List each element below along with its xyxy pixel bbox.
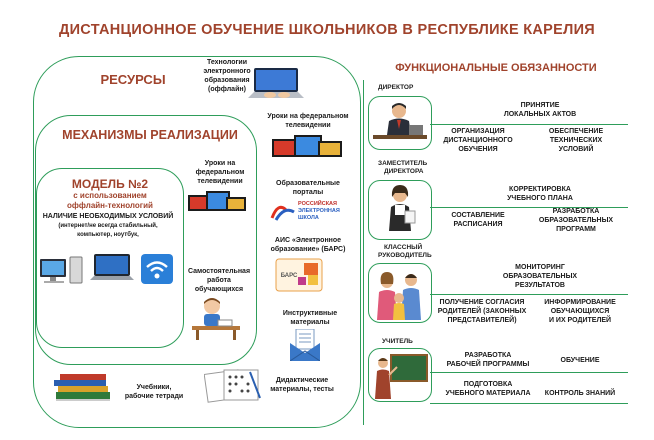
dir-task-2b: ДИСТАНЦИОННОГО xyxy=(443,137,513,144)
deputy-label-2: ДИРЕКТОРА xyxy=(384,168,424,175)
cls-task-2b: РОДИТЕЛЕЙ (ЗАКОННЫХ xyxy=(437,308,527,315)
dep-task-3a: РАЗРАБОТКА xyxy=(552,208,600,215)
tech-offline-label-1: Технологии xyxy=(206,59,248,66)
self-work-label-3: обучающихся xyxy=(194,286,244,293)
family-icon xyxy=(369,264,431,322)
tv-small-icon xyxy=(188,191,246,221)
deputy-portrait xyxy=(368,180,432,240)
tv-fed-label-1: Уроки на федеральном xyxy=(267,113,349,120)
class-teacher-label-2: РУКОВОДИТЕЛЬ xyxy=(378,252,432,259)
student-desk-icon xyxy=(190,296,242,340)
teacher-line-2 xyxy=(430,403,628,404)
tech-offline-label-4: (оффлайн) xyxy=(208,86,246,93)
resources-heading: РЕСУРСЫ xyxy=(100,72,166,87)
model-sub1: с использованием xyxy=(73,191,147,200)
tch-task-1b: РАБОЧЕЙ ПРОГРАММЫ xyxy=(446,361,530,368)
tch-task-3a: ПОДГОТОВКА xyxy=(463,381,513,388)
model-condition-2: (интернет/не всегда стабильный, xyxy=(58,223,158,229)
dir-task-1b: ЛОКАЛЬНЫХ АКТОВ xyxy=(503,111,577,118)
tv-fed-mech-label-1: Уроки на xyxy=(204,160,236,167)
teacher-line-1 xyxy=(430,372,628,373)
cls-task-1b: ОБРАЗОВАТЕЛЬНЫХ xyxy=(502,273,578,280)
cls-task-1a: МОНИТОРИНГ xyxy=(515,264,565,271)
bars-logo-text: БАРС xyxy=(280,273,298,279)
ais-label-1: АИС «Электронное xyxy=(274,237,342,244)
self-work-label-1: Самостоятельная xyxy=(187,268,251,275)
duties-heading: ФУНКЦИОНАЛЬНЫЕ ОБЯЗАННОСТИ xyxy=(395,62,597,74)
cls-task-2c: ПРЕДСТАВИТЕЛЕЙ) xyxy=(447,317,517,324)
dir-task-3b: ТЕХНИЧЕСКИХ xyxy=(549,137,603,144)
model-sub2: оффлайн-технологий xyxy=(67,201,153,210)
dep-task-3b: ОБРАЗОВАТЕЛЬНЫХ xyxy=(538,217,614,224)
ros-school-label-2: ЭЛЕКТРОННАЯ xyxy=(298,208,340,214)
deputy-label-1: ЗАМЕСТИТЕЛЬ xyxy=(378,160,428,167)
test-sheets-icon xyxy=(204,368,262,404)
laptop-hands-icon xyxy=(248,66,306,102)
model-title: МОДЕЛЬ №2 xyxy=(71,177,149,191)
teacher-label: УЧИТЕЛЬ xyxy=(382,338,413,345)
director-line xyxy=(430,124,628,125)
tch-task-4: КОНТРОЛЬ ЗНАНИЙ xyxy=(544,390,616,397)
class-teacher-label-1: КЛАССНЫЙ xyxy=(384,244,423,251)
portals-label-2: порталы xyxy=(292,189,324,196)
wifi-icon xyxy=(141,254,173,284)
portals-label-1: Образовательные xyxy=(276,180,340,187)
didactic-label-2: материалы, тесты xyxy=(270,386,334,393)
dep-task-1b: УЧЕБНОГО ПЛАНА xyxy=(507,195,573,202)
cls-task-2a: ПОЛУЧЕНИЕ СОГЛАСИЯ xyxy=(439,299,525,306)
cls-task-1c: РЕЗУЛЬТАТОВ xyxy=(515,282,565,289)
director-label: ДИРЕКТОР xyxy=(378,84,414,91)
mechanisms-heading: МЕХАНИЗМЫ РЕАЛИЗАЦИИ xyxy=(62,128,238,142)
dep-task-1a: КОРРЕКТИРОВКА xyxy=(509,186,571,193)
model-condition-3: компьютер, ноутбук, xyxy=(77,232,139,238)
teacher-portrait xyxy=(368,348,432,402)
dep-task-3c: ПРОГРАММ xyxy=(556,226,596,233)
cls-task-3b: ОБУЧАЮЩИХСЯ xyxy=(550,308,610,315)
didactic-label-1: Дидактические xyxy=(275,377,329,384)
tech-offline-label-2: электронного xyxy=(203,68,251,75)
teacher-board-icon xyxy=(369,349,431,401)
tch-task-3b: УЧЕБНОГО МАТЕРИАЛА xyxy=(445,390,531,397)
duties-spine xyxy=(363,80,364,425)
tv-fed-label-2: телевидении xyxy=(285,122,331,129)
cls-task-3a: ИНФОРМИРОВАНИЕ xyxy=(544,299,616,306)
ais-label-2: образование» (БАРС) xyxy=(270,246,346,253)
books-icon xyxy=(52,370,114,402)
class-teacher-portrait xyxy=(368,263,432,323)
dir-task-3a: ОБЕСПЕЧЕНИЕ xyxy=(548,128,604,135)
res-logo-icon xyxy=(268,200,298,224)
books-label-2: рабочие тетради xyxy=(124,393,184,400)
dir-task-2a: ОРГАНИЗАЦИЯ xyxy=(451,128,505,135)
ros-school-label-3: ШКОЛА xyxy=(298,215,319,221)
self-work-label-2: работа xyxy=(207,277,231,284)
director-portrait xyxy=(368,96,432,150)
instr-label-2: материалы xyxy=(290,319,330,326)
tv-fed-mech-label-3: телевидении xyxy=(197,178,243,185)
computer-icon xyxy=(38,253,86,287)
tv-screens-icon xyxy=(272,133,342,165)
cls-task-3c: И ИХ РОДИТЕЛЕЙ xyxy=(548,317,612,324)
tch-task-2: ОБУЧЕНИЕ xyxy=(560,357,600,364)
laptop-icon xyxy=(90,252,136,286)
director-icon xyxy=(369,97,431,149)
mail-document-icon xyxy=(290,329,320,361)
tch-task-1a: РАЗРАБОТКА xyxy=(464,352,512,359)
dep-task-2a: СОСТАВЛЕНИЕ xyxy=(451,212,505,219)
books-label-1: Учебники, xyxy=(136,384,172,391)
tech-offline-label-3: образования xyxy=(204,77,250,84)
deputy-icon xyxy=(369,181,431,239)
tv-fed-mech-label-2: федеральном xyxy=(195,169,245,176)
dir-task-1a: ПРИНЯТИЕ xyxy=(520,102,560,109)
ros-school-label-1: РОССИЙСКАЯ xyxy=(298,201,337,207)
page-title: ДИСТАНЦИОННОЕ ОБУЧЕНИЕ ШКОЛЬНИКОВ В РЕСПУБЛИКЕ КАРЕЛИЯ xyxy=(58,22,596,38)
dep-task-2b: РАСПИСАНИЯ xyxy=(453,221,503,228)
dir-task-2c: ОБУЧЕНИЯ xyxy=(458,146,498,153)
instr-label-1: Инструктивные xyxy=(282,310,338,317)
dir-task-3c: УСЛОВИЙ xyxy=(558,146,594,153)
model-condition: НАЛИЧИЕ НЕОБХОДИМЫХ УСЛОВИЙ xyxy=(42,213,174,220)
class-teacher-line xyxy=(430,294,628,295)
